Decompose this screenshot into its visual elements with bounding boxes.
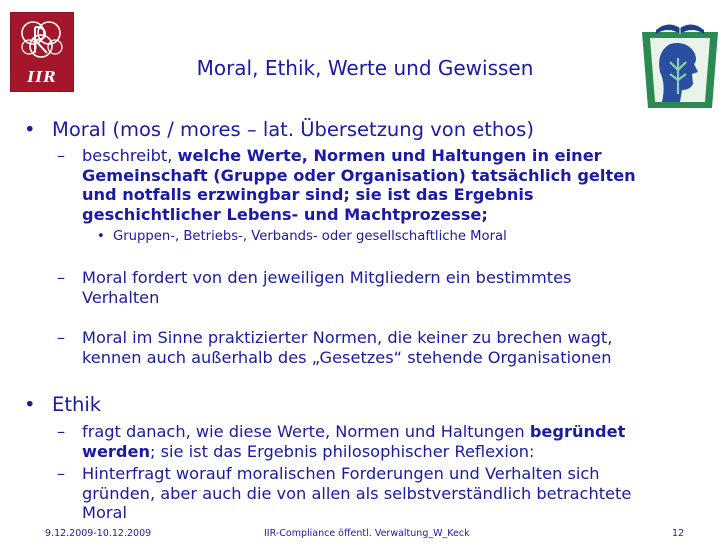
moral-item1-bold-line1: welche Werte, Normen und Haltungen in einer [177,146,602,165]
moral-subitem [97,228,703,245]
footer-center: IIR-Compliance öffentl. Verwaltung_W_Keck [264,528,470,539]
moral-item-demands [57,268,694,307]
moral-item-practiced [57,328,694,367]
footer-date: 9.12.2009-10.12.2009 [45,528,152,539]
dash-icon: – [57,146,66,165]
bullet-icon: • [24,118,36,141]
bullet-icon: • [24,393,36,416]
moral-heading: Moral (mos / mores – lat. Übersetzung von ethos) [52,118,534,141]
ethik-item2-line1: Hinterfragt worauf moralischen Forderungen und Verhalten sich [82,464,600,483]
bullet-moral [24,118,692,142]
moral-item2-line2: Verhalten [82,287,160,307]
dash-icon: – [57,268,66,287]
moral-item-describes [57,146,694,224]
moral-item1-plain: beschreibt, [82,146,173,165]
ethik-item1-line1-plain: fragt danach, wie diese Werte, Normen und Haltungen [82,422,525,441]
iir-emblem-icon [11,13,73,69]
moral-item1-bold-line2: Gemeinschaft (Gruppe oder Organisation) tatsächlich gelten [82,165,636,185]
ethik-item2-line2: gründen, aber auch die von allen als selbstverständlich betrachtete [82,483,632,503]
moral-item3-line2: kennen auch außerhalb des „Gesetzes“ stehende Organisationen [82,347,612,367]
ethik-item2-line3: Moral [82,503,127,522]
profile-book-tree-icon [640,14,720,110]
moral-item2-line1: Moral fordert von den jeweiligen Mitgliedern ein bestimmtes [82,268,572,287]
bullet-ethik [24,393,692,417]
moral-item3-line1: Moral im Sinne praktizierter Normen, die keiner zu brechen wagt, [82,328,613,347]
dash-icon: – [57,464,66,483]
ethik-item-questions [57,464,694,523]
iir-logo [10,12,74,92]
slide-title: Moral, Ethik, Werte und Gewissen [196,56,534,80]
ethik-heading: Ethik [52,393,102,416]
logo-text: IIR [27,68,57,86]
ethik-item1-line2-plain: ; sie ist das Ergebnis philosophischer Reflexion: [150,441,535,461]
moral-subitem-text: Gruppen-, Betriebs-, Verbands- oder gesellschaftliche Moral [113,229,507,244]
moral-item1-bold-line4: geschichtlicher Lebens- und Machtprozesse; [82,204,488,224]
page-number: 12 [672,528,685,539]
ethik-item1-line2-bold: werden [82,441,151,461]
moral-item1-bold-line3: und notfalls erzwingbar sind; sie ist das Ergebnis [82,185,534,204]
ethik-item1-line1-bold: begründet [529,422,626,441]
bullet-icon: • [97,229,105,244]
dash-icon: – [57,328,66,347]
ethik-item-asks [57,422,694,461]
dash-icon: – [57,422,66,441]
